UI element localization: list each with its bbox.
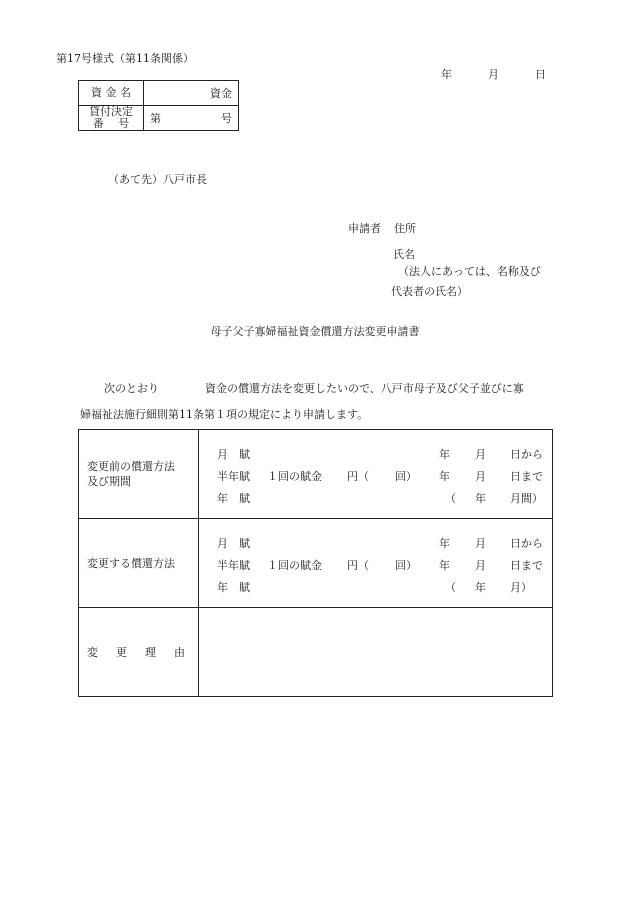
- current-method-label-line1: 変更前の償還方法: [87, 460, 175, 473]
- reason-header: [79, 608, 199, 697]
- loan-number-suffix: 号: [221, 112, 232, 125]
- end-day-label: 日まで: [510, 559, 543, 572]
- reason-row: [79, 608, 553, 697]
- date-day-label: 日: [535, 68, 546, 81]
- new-method-label: 変更する償還方法: [87, 556, 175, 570]
- monthly-option: 月 賦: [217, 537, 250, 550]
- period-paren-open: （: [445, 581, 456, 594]
- reason-label-char-2: 更: [116, 645, 145, 659]
- start-year-label: 年: [439, 448, 450, 461]
- fund-info-table: [78, 80, 239, 131]
- address-label: 住所: [394, 222, 416, 235]
- installment-label: １回の賦金: [267, 470, 322, 483]
- new-method-header: [79, 519, 199, 608]
- reason-field[interactable]: [199, 608, 553, 697]
- installment-label: １回の賦金: [267, 559, 322, 572]
- yearly-option: 年 賦: [217, 492, 250, 505]
- fund-name-suffix: 資金: [210, 87, 232, 100]
- date-month-label: 月: [488, 68, 499, 81]
- start-month-label: 月: [475, 537, 486, 550]
- repayment-table: [78, 429, 553, 697]
- document-title: 母子父子寡婦福祉資金償還方法変更申請書: [210, 325, 420, 338]
- body-text-line1-end: 資金の償還方法を変更したいので、八戸市母子及び父子並びに寡: [205, 382, 524, 395]
- reason-label-char-4: 由: [174, 645, 185, 659]
- times-label: 回）: [395, 470, 417, 483]
- period-year-label: 年: [475, 581, 486, 594]
- name-note-line1: （法人にあっては、名称及び: [398, 265, 541, 278]
- new-method-row: [79, 519, 553, 608]
- loan-number-label: [79, 106, 144, 131]
- period-year-label: 年: [475, 492, 486, 505]
- current-method-header: [79, 430, 199, 519]
- yen-label: 円（: [347, 559, 369, 572]
- loan-number-label-line1: 貸付決定: [89, 105, 133, 118]
- reason-label-char-3: 理: [145, 645, 174, 659]
- name-note-line2: 代表者の氏名）: [391, 285, 468, 298]
- loan-number-row: [79, 106, 239, 131]
- current-method-content[interactable]: [199, 430, 553, 519]
- period-month-label: 月間）: [510, 492, 543, 505]
- body-text-line1-start: 次のとおり: [104, 382, 159, 395]
- end-year-label: 年: [439, 470, 450, 483]
- reason-label-char-1: 変: [87, 645, 116, 659]
- current-method-row: [79, 430, 553, 519]
- start-day-label: 日から: [510, 537, 543, 550]
- yen-label: 円（: [347, 470, 369, 483]
- date-year-label: 年: [441, 68, 452, 81]
- current-method-label-line2: 及び期間: [87, 475, 131, 488]
- end-year-label: 年: [439, 559, 450, 572]
- times-label: 回）: [395, 559, 417, 572]
- loan-number-field[interactable]: [144, 106, 239, 131]
- start-year-label: 年: [439, 537, 450, 550]
- reason-text: [199, 608, 552, 696]
- name-label: 氏名: [393, 248, 415, 261]
- yearly-option: 年 賦: [217, 581, 250, 594]
- addressee: （あて先）八戸市長: [108, 173, 207, 186]
- period-month-label: 月）: [510, 581, 532, 594]
- end-month-label: 月: [475, 559, 486, 572]
- monthly-option: 月 賦: [217, 448, 250, 461]
- fund-name-field[interactable]: [144, 81, 239, 106]
- end-day-label: 日まで: [510, 470, 543, 483]
- period-paren-open: （: [445, 492, 456, 505]
- fund-name-row: [79, 81, 239, 106]
- end-month-label: 月: [475, 470, 486, 483]
- body-text-line2: 婦福祉法施行細則第11条第１項の規定により申請します。: [80, 408, 369, 421]
- semiannual-option: 半年賦: [217, 559, 250, 572]
- loan-number-label-line2: 番 号: [92, 117, 130, 130]
- form-number: 第17号様式（第11条関係）: [56, 52, 194, 65]
- semiannual-option: 半年賦: [217, 470, 250, 483]
- loan-number-prefix: 第: [150, 112, 161, 125]
- start-day-label: 日から: [510, 448, 543, 461]
- start-month-label: 月: [475, 448, 486, 461]
- applicant-label: 申請者: [348, 222, 381, 235]
- fund-name-label: 資 金 名: [79, 81, 144, 106]
- new-method-content[interactable]: [199, 519, 553, 608]
